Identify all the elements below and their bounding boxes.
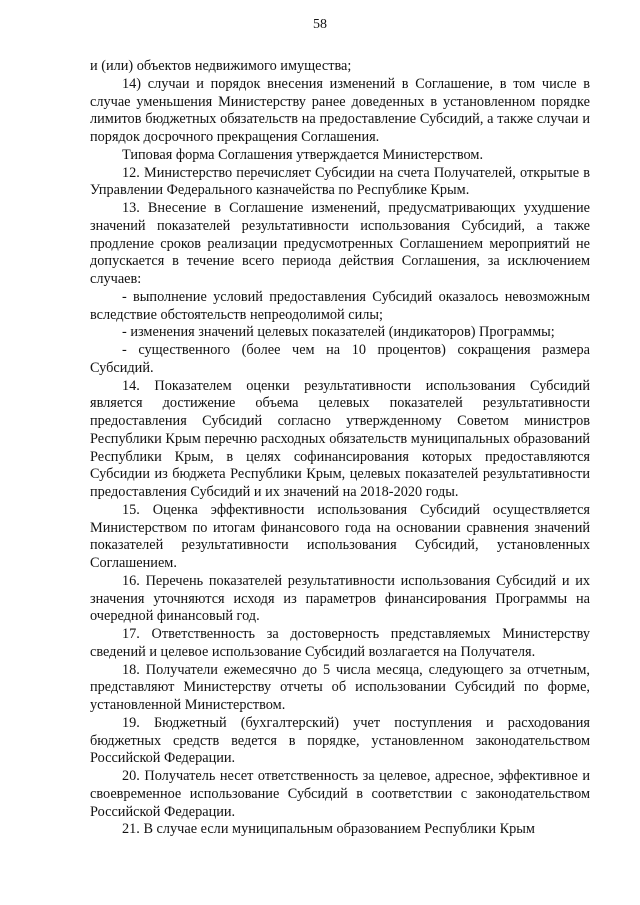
paragraph-exception-2: - изменения значений целевых показателей (индикаторов) Программы;: [122, 324, 555, 341]
paragraph-exception-3: - существенного (более чем на 10 процентов) сокращения размера Субсидий.: [90, 342, 590, 376]
document-body: [90, 58, 590, 839]
paragraph-17: 17. Ответственность за достоверность представляемых Министерству сведений и целевое использование Субсидий возлагается на Получателя.: [90, 626, 590, 660]
paragraph-18: 18. Получатели ежемесячно до 5 числа месяца, следующего за отчетным, представляют Министерству отчеты об использовании Субсидий по форме, установленной Министерством.: [90, 661, 590, 713]
paragraph-14: 14. Показателем оценки результативности использования Субсидий является достижение объема целевых показателей результативности предоставления Субсидий согласно утвержденному Советом министров Республики Крым перечню расходных обязательств муниципальных образований Республики Крым, в целях софинансирования которых предоставляются Субсидии из бюджета Республики Крым, целевых показателей результативности предоставления Субсидий и их значений на 2018-2020 годы.: [90, 377, 590, 500]
paragraph-13: 13. Внесение в Соглашение изменений, предусматривающих ухудшение значений показателей результативности использования Субсидий, а также продление сроков реализации предусмотренных Соглашением мероприятий не допускается в течение всего периода действия Соглашения, за исключением случаев:: [90, 200, 590, 287]
paragraph-exception-1: - выполнение условий предоставления Субсидий оказалось невозможным вследствие обстоятельств непреодолимой силы;: [90, 288, 590, 323]
paragraph-21: 21. В случае если муниципальным образованием Республики Крым: [122, 821, 535, 838]
paragraph-standard-form: Типовая форма Соглашения утверждается Министерством.: [122, 146, 484, 163]
paragraph-15: 15. Оценка эффективности использования Субсидий осуществляется Министерством по итогам финансового года на основании сравнения значений показателей результативности использования Субсидий, установленных Соглашением.: [90, 501, 590, 571]
paragraph-continuation: и (или) объектов недвижимого имущества;: [90, 58, 352, 74]
paragraph-16: 16. Перечень показателей результативности использования Субсидий и их значения уточняются исходя из параметров финансирования Программы на очередной финансовый год.: [90, 572, 590, 625]
page-number: 58: [313, 17, 327, 32]
paragraph-20: 20. Получатель несет ответственность за целевое, адресное, эффективное и своевременное использование Субсидий в соответствии с законодательством Российской Федерации.: [90, 768, 590, 820]
paragraph-item-14: 14) случаи и порядок внесения изменений в Соглашение, в том числе в случае уменьшения Министерству ранее доведенных в установленном порядке лимитов бюджетных обязательств на предоставление Субсидий, а также случаи и порядок досрочного прекращения Соглашения.: [90, 75, 590, 145]
paragraph-19: 19. Бюджетный (бухгалтерский) учет поступления и расходования бюджетных средств ведется в порядке, установленном законодательством Российской Федерации.: [90, 714, 590, 767]
paragraph-12: 12. Министерство перечисляет Субсидии на счета Получателей, открытые в Управлении Федерального казначейства по Республике Крым.: [90, 164, 590, 199]
